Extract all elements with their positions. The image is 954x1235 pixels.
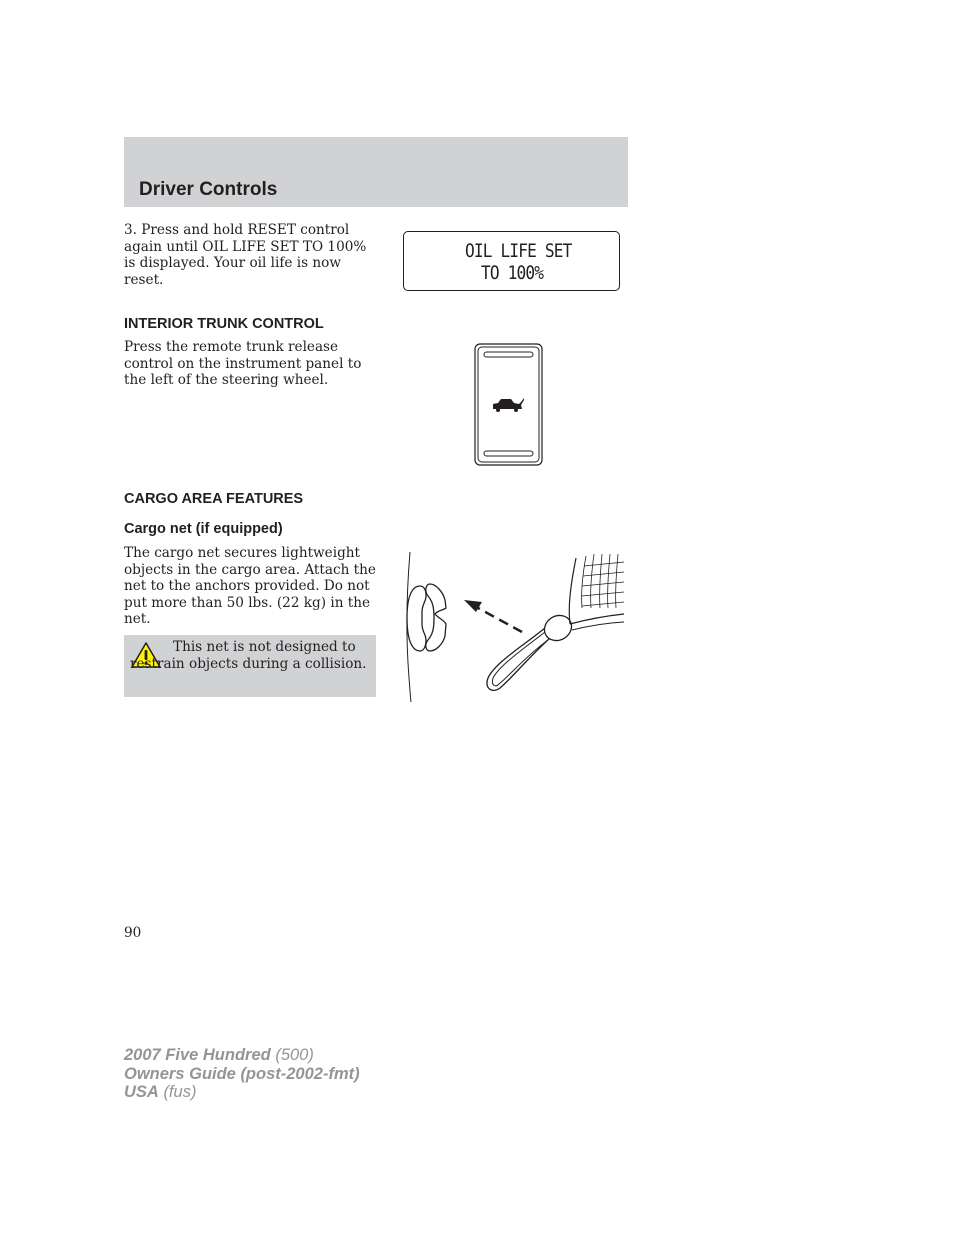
oil-display-line-1: OIL LIFE SET <box>465 240 572 262</box>
footer-market: USA <box>124 1083 159 1101</box>
footer-guide-name: Owners Guide (post-2002-fmt) <box>124 1064 360 1083</box>
cargo-net-text: The cargo net secures lightweight objects in the cargo area. Attach the net to the anchors provided. Do not put more than 50 lbs. (22 kg) in the net. <box>124 545 376 627</box>
oil-life-display-illustration <box>403 231 620 291</box>
footer-model: 2007 Five Hundred <box>124 1046 271 1064</box>
warning-box <box>124 635 376 697</box>
cargo-area-heading: CARGO AREA FEATURES <box>124 491 304 507</box>
page-number: 90 <box>124 925 142 941</box>
section-title: Driver Controls <box>139 179 278 200</box>
warning-text: This net is not designed to restrain objects during a collision. <box>130 639 367 672</box>
footer-market-code: (fus) <box>163 1083 197 1101</box>
footer-publication-info <box>124 1046 360 1102</box>
trunk-release-button-illustration <box>474 343 544 467</box>
dashed-arrow-icon <box>464 600 522 632</box>
oil-display-line-2: TO 100% <box>481 262 544 284</box>
cargo-net-anchor-illustration <box>400 548 628 706</box>
cargo-net-subheading: Cargo net (if equipped) <box>124 521 283 537</box>
interior-trunk-text: Press the remote trunk release control on the instrument panel to the left of the steering wheel. <box>124 339 362 388</box>
cargo-anchor-icon <box>407 584 446 651</box>
interior-trunk-heading: INTERIOR TRUNK CONTROL <box>124 316 324 332</box>
section-header-band <box>124 137 628 207</box>
oil-reset-step-text: 3. Press and hold RESET control again until OIL LIFE SET TO 100% is displayed. Your oil life is now reset. <box>124 222 367 288</box>
trunk-release-car-icon <box>493 398 524 412</box>
footer-model-code: (500) <box>275 1046 314 1064</box>
